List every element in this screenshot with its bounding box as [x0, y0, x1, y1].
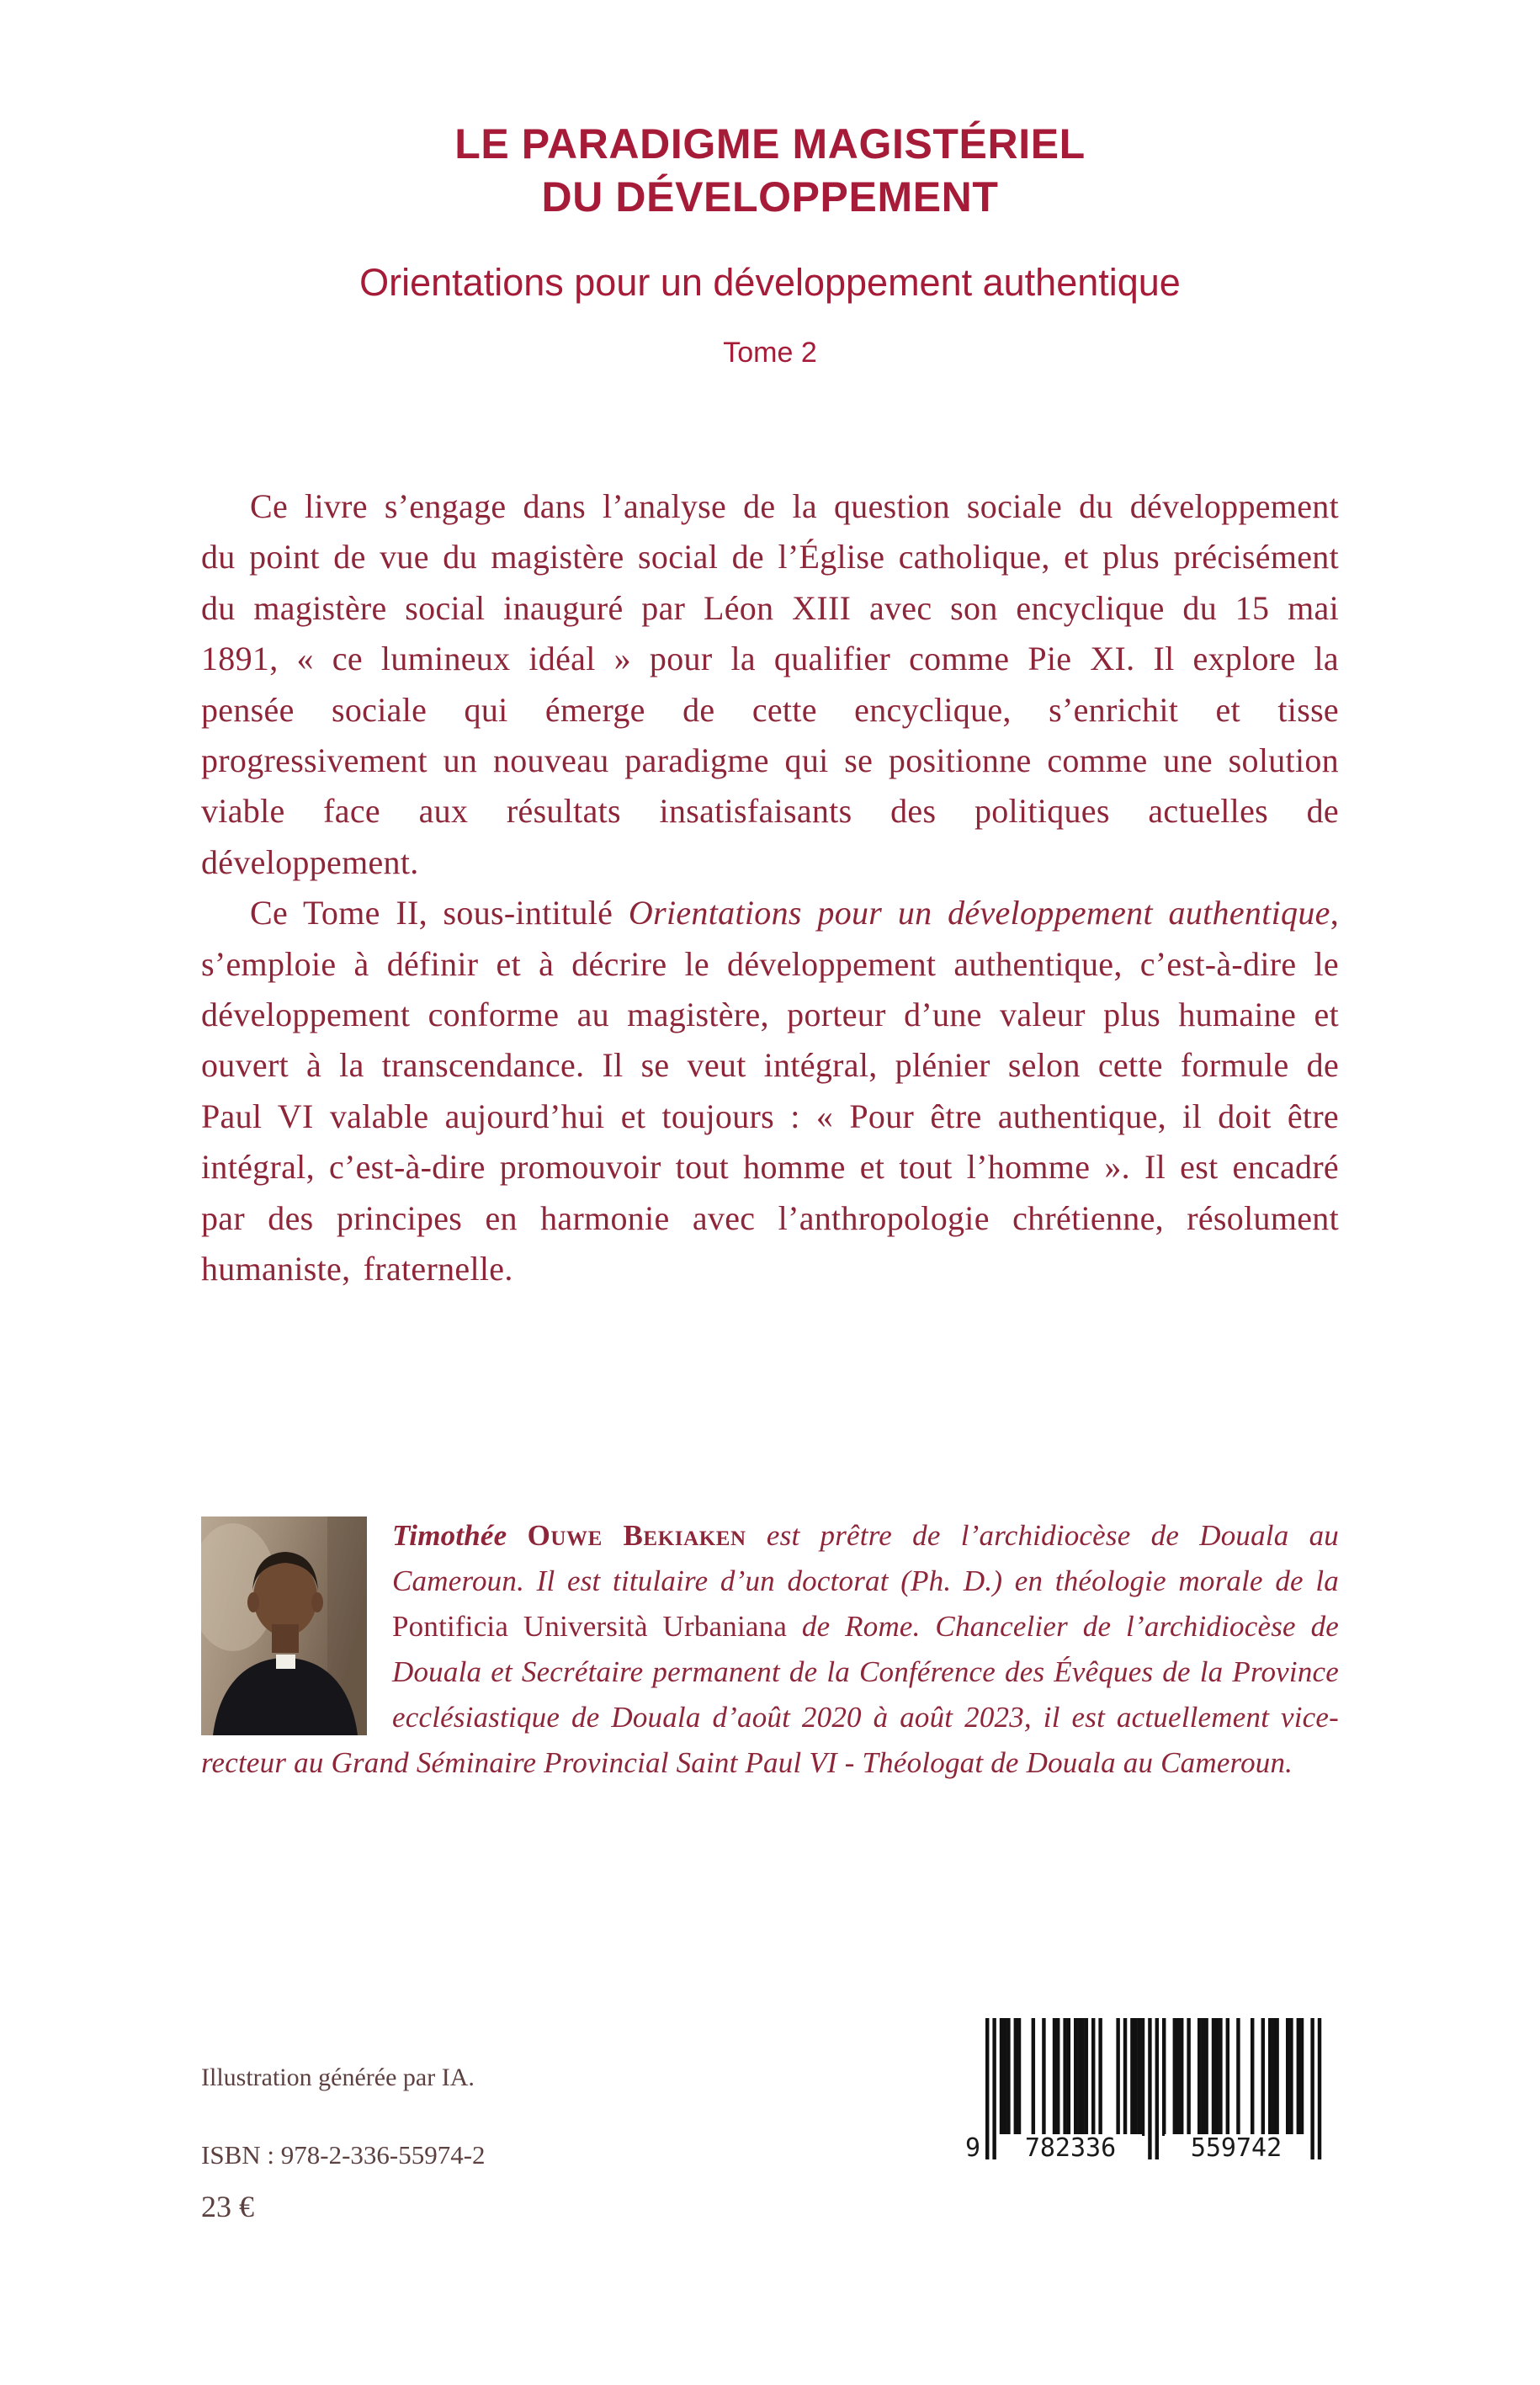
book-subtitle: Orientations pour un développement authentique [359, 261, 1181, 304]
book-title-line2: DU DÉVELOPPEMENT [541, 173, 999, 220]
author-photo [201, 1517, 367, 1735]
synopsis-section [201, 481, 1339, 1295]
barcode-digit-first: 9 [964, 2133, 980, 2163]
synopsis-paragraph-2: Ce Tome II, sous-intitulé Orientations pour un développement authentique, s’emploie à définir et à décrire le développement authentique, c’est-à-dire le développement conforme au magistère, porteur d’une valeur plus humaine et ouvert à la transcendance. Il se veut intégral, plénier selon cette formule de Paul VI valable aujourd’hui et toujours : « Pour être authentique, il doit être intégral, c’est-à-dire promouvoir tout homme et tout l’homme ». Il est encadré par des principes en harmonie avec l’anthropologie chrétienne, résolument humaniste, fraternelle. [201, 894, 1340, 1288]
author-portrait-image [201, 1517, 367, 1735]
barcode-digits-left: 782336 [999, 2134, 1142, 2163]
barcode [955, 2018, 1325, 2186]
bio-text: Timothée Ouwe Bekiaken est prêtre de l’archidiocèse de Douala au Cameroun. Il est titulaire d’un doctorat (Ph. D.) en théologie morale de la Pontificia Università Urbaniana de Rome. Chancelier de l’archidiocèse de Douala et Secrétaire permanent de la Conférence des Évêques de la Province ecclésiastique de Douala d’août 2020 à août 2023, il est actuellement vice-recteur au Grand Séminaire Provincial Saint Paul VI - Théologat de Douala au Cameroun. [201, 1519, 1340, 1779]
barcode-digits-right: 559742 [1165, 2134, 1308, 2163]
tome-label: Tome 2 [723, 337, 817, 369]
bio-section [201, 1513, 1339, 1786]
book-title-line1: LE PARADIGME MAGISTÉRIEL [454, 120, 1086, 167]
illustration-note: Illustration générée par IA. [201, 2064, 475, 2091]
isbn-text: ISBN : 978-2-336-55974-2 [201, 2140, 486, 2170]
price-text: 23 € [201, 2190, 254, 2223]
title-block [0, 118, 1540, 370]
synopsis-paragraph-1: Ce livre s’engage dans l’analyse de la question sociale du développement du point de vue du magistère social de l’Église catholique, et plus précisément du magistère social inauguré par Léon XIII avec son encyclique du 15 mai 1891, « ce lumineux idéal » pour la qualifier comme Pie XI. Il explore la pensée sociale qui émerge de cette encyclique, s’enrichit et tisse progressivement un nouveau paradigme qui se positionne comme une solution viable face aux résultats insatisfaisants des politiques actuelles de développement. [201, 487, 1339, 881]
